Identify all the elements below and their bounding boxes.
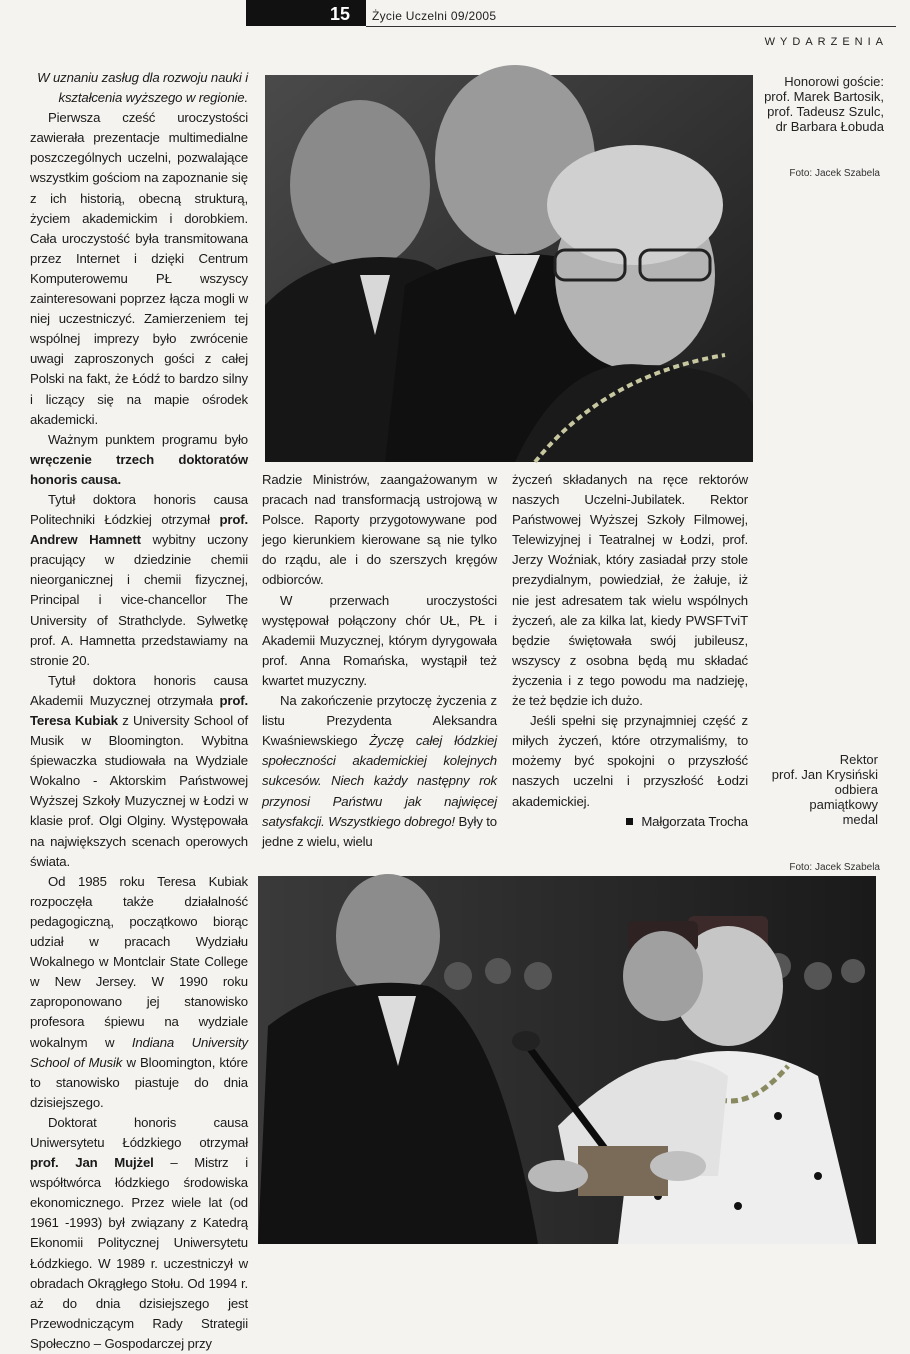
author-signature: Małgorzata Trocha	[512, 812, 748, 832]
paragraph: W przerwach uroczystości występował połączony chór UŁ, PŁ i Akademii Muzycznej, którym dyrygowała prof. Anna Romańska, wystąpił też kwartet muzyczny.	[262, 592, 497, 688]
paragraph: Ważnym punktem programu było wręczenie trzech doktoratów honoris causa.	[30, 431, 248, 487]
photo-caption-2: Rektor prof. Jan Krysiński odbiera pamiątkowy medal	[771, 752, 878, 827]
square-bullet-icon	[626, 818, 633, 825]
publication-title: Życie Uczelni 09/2005	[372, 9, 497, 23]
paragraph: Doktorat honoris causa Uniwersytetu Łódzkiego otrzymał prof. Jan Mujżel – Mistrz i współtwórca łódzkiego środowiska ekonomicznego. Przez wiele lat (od 1961 -1993) był związany z Katedrą Ekonomii Politycznej Uniwersytetu Łódzkiego. W 1989 r. uczestniczył w obradach Okrągłego Stołu. Od 1994 r. aż do dnia dzisiejszego jest Przewodniczącym Rady Strategii Społeczno – Gospodarczej przy	[30, 1114, 248, 1351]
page-number: 15	[330, 4, 351, 24]
honoree-name: prof. Teresa Kubiak	[30, 692, 248, 728]
paragraph: Od 1985 roku Teresa Kubiak rozpoczęła także działalność pedagogiczną, początkowo biorąc udział w pracach Wydziału Wokalnego w Montclair State College w New Jersey. W 1990 roku zaproponowano jej stanowisko profesora śpiewu na wydziale wokalnym w Indiana University School of Musik w Bloomington, które to stanowisko piastuje do dnia dzisiejszego.	[30, 873, 248, 1110]
header-rule	[366, 26, 896, 27]
paragraph: Jeśli spełni się przynajmniej część z miłych życzeń, które otrzymaliśmy, to możemy być spokojni o przyszłość naszych uczelni i przyszłość Łodzi akademickiej.	[512, 713, 748, 809]
honoree-name: prof. Andrew Hamnett	[30, 512, 248, 548]
paragraph: Radzie Ministrów, zaangażowanym w pracach nad transformacją ustrojową w Polsce. Raporty przygotowywane pod jego kierunkiem kierowane są nie tylko do rządu, ale i do szerszych kręgów odbiorców.	[262, 472, 497, 588]
paragraph: Na zakończenie przytoczę życzenia z listu Prezydenta Aleksandra Kwaśniewskiego Życzę całej łódzkiej społeczności akademickiej kolejnych sukcesów. Niech każdy następny rok przynosi Państwu jak najwięcej satysfakcji. Wszystkiego dobrego! Były to jedne z wielu, wielu	[262, 693, 497, 849]
photo-medal-ceremony	[258, 876, 876, 1244]
photo-credit-2: Foto: Jacek Szabela	[789, 862, 880, 873]
paragraph: życzeń składanych na ręce rektorów naszych Uczelni-Jubilatek. Rektor Państwowej Wyższej Szkoły Filmowej, Telewizyjnej i Teatralnej w Łodzi, prof. Jerzy Woźniak, który zasiadał przy stole prezydialnym, powiedział, że żałuje, iż nie jest adresatem tak wielu wspólnych życzeń, ale za kilka lat, kiedy PWSFTviT będzie świętowała swój jubileusz, wszyscy z osobna będą mu składać życzenia i z tego powodu ma nadzieję, że też będzie ich dużo.	[512, 472, 748, 709]
photo-credit-1: Foto: Jacek Szabela	[789, 168, 880, 179]
italic-phrase: Indiana University School of Musik	[30, 1034, 248, 1070]
quote-italic: Życzę całej łódzkiej społeczności akademickiej kolejnych sukcesów. Niech każdy następny rok przynosi Państwu jak najwięcej satysfakcji. Wszystkiego dobrego!	[262, 733, 497, 829]
lead-text: W uznaniu zasług dla rozwoju nauki i kształcenia wyższego w regionie.	[37, 70, 248, 106]
article-column-1	[30, 68, 248, 1351]
photo-honorary-guests	[265, 75, 753, 462]
paragraph: Tytuł doktora honoris causa Akademii Muzycznej otrzymała prof. Teresa Kubiak z University School of Musik w Bloomington. Wybitna śpiewaczka studiowała na Wydziale Wokalno - Aktorskim Państwowej Wyższej Szkoły Muzycznej w Łodzi w klasie prof. Olgi Olginy. Występowała na największych scenach operowych świata.	[30, 672, 248, 869]
article-column-2	[262, 470, 497, 865]
bold-phrase: wręczenie trzech doktoratów honoris causa.	[30, 451, 248, 487]
paragraph: Tytuł doktora honoris causa Politechniki Łódzkiej otrzymał prof. Andrew Hamnett wybitny uczony pracujący w dziedzinie chemii nieorganicznej i chemii fizycznej, Principal i vice-chancellor The University of Strathclyde. Sylwetkę prof. A. Hamnetta przedstawiamy na stronie 20.	[30, 491, 248, 668]
section-title: WYDARZENIA	[764, 36, 888, 48]
honoree-name: prof. Jan Mujżel	[30, 1155, 154, 1171]
article-column-3	[512, 470, 748, 865]
paragraph: Pierwsza cześć uroczystości zawierała prezentacje multimedialne poszczególnych uczelni, pozwalające wszystkim gościom na zapoznanie się z ich historią, obecną strukturą, życiem akademickim i dorobkiem. Cała uroczystość była transmitowana przez Internet i dzięki Centrum Komputerowemu PŁ wszyscy zainteresowani poprzez łącza mogli w niej uczestniczyć. Zamierzeniem tej wspólnej imprezy było zwrócenie uwagi zaproszonych gości z całej Polski na fakt, że Łódź to bardzo silny i liczący się na mapie ośrodek akademicki.	[30, 110, 248, 427]
photo-caption-1: Honorowi goście: prof. Marek Bartosik, prof. Tadeusz Szulc, dr Barbara Łobuda	[764, 74, 884, 134]
